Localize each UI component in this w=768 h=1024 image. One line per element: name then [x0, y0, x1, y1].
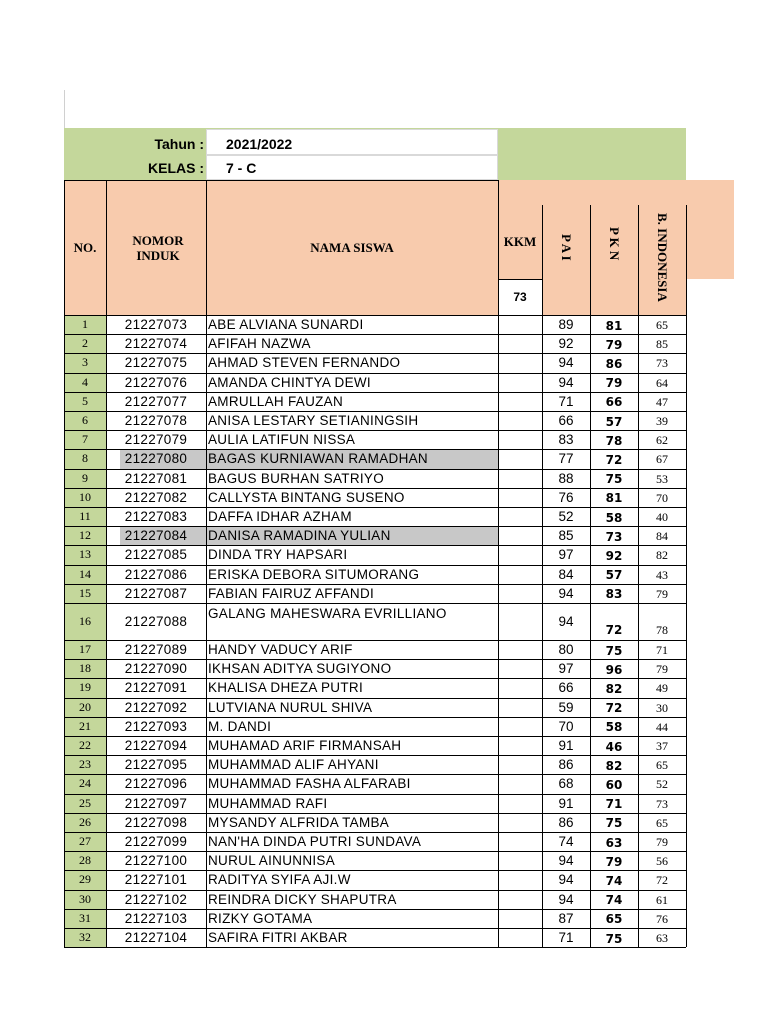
- row-nama-siswa: RIZKY GOTAMA: [208, 910, 313, 926]
- col-kkm-header: KKM: [503, 234, 537, 249]
- column-divider: [542, 205, 543, 947]
- row-divider: [64, 584, 686, 585]
- row-b-indonesia: 78: [656, 622, 668, 637]
- header-top-border: [64, 180, 498, 181]
- row-nomor-induk: 21227104: [124, 930, 188, 946]
- row-pkn: 82: [605, 681, 623, 696]
- row-number: 21: [64, 717, 106, 736]
- row-b-indonesia: 70: [656, 490, 668, 505]
- row-divider: [64, 890, 686, 891]
- row-nomor-induk: 21227092: [124, 699, 188, 715]
- col-pai-header: P A I: [559, 233, 574, 261]
- col-bind-header: B. INDONESIA: [655, 212, 670, 302]
- row-pai: 92: [558, 336, 574, 352]
- row-pai: 87: [558, 910, 574, 926]
- column-header-extension: [686, 180, 734, 279]
- row-b-indonesia: 61: [656, 892, 668, 907]
- row-number: 10: [64, 488, 106, 507]
- row-number: 17: [64, 640, 106, 659]
- row-nama-siswa: MUHAMMAD RAFI: [208, 795, 328, 811]
- row-b-indonesia: 65: [656, 758, 668, 773]
- col-pkn-header: P K N: [607, 227, 622, 261]
- row-nama-siswa: IKHSAN ADITYA SUGIYONO: [208, 661, 392, 677]
- row-b-indonesia: 43: [656, 567, 668, 582]
- row-nomor-induk: 21227101: [124, 872, 188, 888]
- row-divider: [64, 507, 686, 508]
- row-pkn: 58: [605, 720, 623, 735]
- row-nama-siswa: SAFIRA FITRI AKBAR: [208, 930, 348, 946]
- row-number: 5: [64, 392, 106, 411]
- row-number: 25: [64, 794, 106, 813]
- row-number: 19: [64, 678, 106, 697]
- row-nama-siswa: AMRULLAH FAUZAN: [208, 393, 344, 409]
- row-nama-siswa: NAN'HA DINDA PUTRI SUNDAVA: [208, 834, 422, 850]
- row-divider: [64, 545, 686, 546]
- row-b-indonesia: 30: [656, 700, 668, 715]
- row-divider: [64, 488, 686, 489]
- row-number: 30: [64, 890, 106, 909]
- column-divider: [638, 205, 639, 947]
- row-divider: [64, 334, 686, 335]
- row-number: 13: [64, 545, 106, 564]
- row-pkn: 96: [605, 662, 623, 677]
- row-nama-siswa: NURUL AINUNNISA: [208, 853, 336, 869]
- row-nomor-induk: 21227097: [124, 795, 188, 811]
- top-left-divider: [64, 90, 65, 128]
- col-no-header: NO.: [73, 239, 97, 255]
- row-pai: 70: [558, 718, 574, 734]
- row-pai: 94: [558, 872, 574, 888]
- row-pai: 86: [558, 814, 574, 830]
- row-nomor-induk: 21227073: [124, 317, 188, 333]
- column-divider: [498, 180, 499, 947]
- row-divider: [64, 411, 686, 412]
- tahun-value: 2021/2022: [226, 136, 293, 152]
- row-number: 23: [64, 755, 106, 774]
- row-b-indonesia: 65: [656, 318, 668, 333]
- row-pai: 66: [558, 680, 574, 696]
- row-nomor-induk: 21227075: [124, 355, 188, 371]
- row-nomor-induk: 21227087: [124, 585, 188, 601]
- row-number: 29: [64, 870, 106, 889]
- row-nomor-induk: 21227082: [124, 489, 188, 505]
- row-divider: [64, 430, 686, 431]
- row-b-indonesia: 53: [656, 471, 668, 486]
- row-divider: [64, 469, 686, 470]
- row-pai: 66: [558, 413, 574, 429]
- column-divider: [206, 180, 207, 947]
- row-pai: 52: [558, 509, 574, 525]
- row-nomor-induk: 21227090: [124, 661, 188, 677]
- column-divider: [64, 180, 65, 947]
- row-nama-siswa: GALANG MAHESWARA EVRILLIANO: [208, 605, 447, 621]
- row-b-indonesia: 73: [656, 356, 668, 371]
- row-divider: [64, 698, 686, 699]
- row-nomor-induk: 21227084: [124, 528, 188, 544]
- row-nama-siswa: FABIAN FAIRUZ AFFANDI: [208, 585, 375, 601]
- row-nama-siswa: ERISKA DEBORA SITUMORANG: [208, 566, 420, 582]
- row-divider: [64, 870, 686, 871]
- row-number: 6: [64, 411, 106, 430]
- row-pkn: 65: [605, 912, 623, 927]
- row-nomor-induk: 21227093: [124, 718, 188, 734]
- row-pkn: 79: [605, 854, 623, 869]
- row-nomor-induk: 21227100: [124, 853, 188, 869]
- row-pai: 94: [558, 853, 574, 869]
- row-divider: [64, 353, 686, 354]
- row-pkn: 72: [605, 623, 623, 637]
- row-divider: [64, 449, 686, 450]
- row-nama-siswa: AMANDA CHINTYA DEWI: [208, 374, 371, 390]
- kkm-value: 73: [513, 290, 527, 304]
- row-nomor-induk: 21227081: [124, 470, 188, 486]
- row-nomor-induk: 21227091: [124, 680, 188, 696]
- row-number: 4: [64, 373, 106, 392]
- row-pai: 85: [558, 528, 574, 544]
- row-number: 9: [64, 469, 106, 488]
- row-nama-siswa: AULIA LATIFUN NISSA: [208, 432, 356, 448]
- row-pkn: 75: [605, 643, 623, 658]
- row-pkn: 81: [605, 318, 623, 333]
- row-divider: [64, 526, 686, 527]
- column-divider: [106, 180, 107, 947]
- row-divider: [64, 832, 686, 833]
- row-b-indonesia: 63: [656, 931, 668, 946]
- kkm-divider: [498, 279, 542, 280]
- row-nama-siswa: DAFFA IDHAR AZHAM: [208, 509, 352, 525]
- row-nomor-induk: 21227098: [124, 814, 188, 830]
- row-nomor-induk: 21227085: [124, 547, 188, 563]
- row-nama-siswa: LUTVIANA NURUL SHIVA: [208, 699, 373, 715]
- row-pai: 68: [558, 776, 574, 792]
- row-pkn: 58: [605, 510, 623, 525]
- row-number: 15: [64, 584, 106, 603]
- row-b-indonesia: 71: [656, 643, 668, 658]
- row-nomor-induk: 21227103: [124, 910, 188, 926]
- row-pai: 94: [558, 355, 574, 371]
- row-b-indonesia: 37: [656, 739, 668, 754]
- row-pkn: 78: [605, 433, 623, 448]
- row-divider: [64, 755, 686, 756]
- row-number: 8: [64, 449, 106, 468]
- row-pai: 89: [558, 317, 574, 333]
- row-nama-siswa: MYSANDY ALFRIDA TAMBA: [208, 814, 390, 830]
- row-number: 27: [64, 832, 106, 851]
- row-nama-siswa: HANDY VADUCY ARIF: [208, 642, 353, 658]
- row-number: 11: [64, 507, 106, 526]
- row-pai: 94: [558, 374, 574, 390]
- row-b-indonesia: 62: [656, 433, 668, 448]
- row-nomor-induk: 21227080: [124, 451, 188, 467]
- row-pkn: 79: [605, 376, 623, 391]
- row-pkn: 72: [605, 452, 623, 467]
- row-pai: 59: [558, 699, 574, 715]
- row-pkn: 57: [605, 414, 623, 429]
- row-number: 20: [64, 698, 106, 717]
- row-b-indonesia: 67: [656, 452, 668, 467]
- row-divider: [64, 640, 686, 641]
- row-number: 26: [64, 813, 106, 832]
- row-b-indonesia: 40: [656, 510, 668, 525]
- row-pkn: 81: [605, 491, 623, 506]
- row-b-indonesia: 56: [656, 854, 668, 869]
- row-b-indonesia: 76: [656, 911, 668, 926]
- row-nama-siswa: AHMAD STEVEN FERNANDO: [208, 355, 401, 371]
- row-pkn: 46: [605, 739, 623, 754]
- row-pai: 76: [558, 489, 574, 505]
- row-pkn: 60: [605, 777, 623, 792]
- row-pai: 74: [558, 834, 574, 850]
- row-b-indonesia: 47: [656, 394, 668, 409]
- column-divider: [590, 205, 591, 947]
- row-nama-siswa: KHALISA DHEZA PUTRI: [208, 680, 363, 696]
- col-nomor-induk-header: NOMOR INDUK: [132, 232, 184, 263]
- kelas-value: 7 - C: [226, 160, 257, 176]
- row-pkn: 75: [605, 816, 623, 831]
- row-pkn: 92: [605, 548, 623, 563]
- row-number: 22: [64, 736, 106, 755]
- row-b-indonesia: 44: [656, 719, 668, 734]
- row-pkn: 66: [605, 395, 623, 410]
- row-pai: 94: [558, 585, 574, 601]
- row-b-indonesia: 52: [656, 777, 668, 792]
- row-nama-siswa: MUHAMMAD FASHA ALFARABI: [208, 776, 411, 792]
- row-divider: [64, 678, 686, 679]
- row-nomor-induk: 21227096: [124, 776, 188, 792]
- row-pkn: 82: [605, 758, 623, 773]
- row-b-indonesia: 79: [656, 586, 668, 601]
- row-nomor-induk: 21227083: [124, 509, 188, 525]
- row-divider: [64, 928, 686, 929]
- row-nomor-induk: 21227095: [124, 757, 188, 773]
- row-number: 16: [64, 603, 106, 640]
- row-pai: 71: [558, 393, 574, 409]
- row-nomor-induk: 21227079: [124, 432, 188, 448]
- row-pai: 94: [558, 891, 574, 907]
- col-nama-siswa-header: NAMA SISWA: [310, 239, 394, 255]
- row-pai: 83: [558, 432, 574, 448]
- row-pkn: 73: [605, 529, 623, 544]
- row-b-indonesia: 73: [656, 796, 668, 811]
- row-pkn: 75: [605, 931, 623, 946]
- row-nama-siswa: REINDRA DICKY SHAPUTRA: [208, 891, 397, 907]
- row-nama-siswa: ANISA LESTARY SETIANINGSIH: [208, 413, 419, 429]
- row-nomor-induk: 21227077: [124, 393, 188, 409]
- row-nama-siswa: DANISA RAMADINA YULIAN: [208, 528, 391, 544]
- row-pai: 71: [558, 930, 574, 946]
- row-divider: [64, 813, 686, 814]
- row-b-indonesia: 85: [656, 337, 668, 352]
- row-pai: 91: [558, 738, 574, 754]
- row-nomor-induk: 21227074: [124, 336, 188, 352]
- row-number: 24: [64, 774, 106, 793]
- row-number: 12: [64, 526, 106, 545]
- row-nomor-induk: 21227086: [124, 566, 188, 582]
- row-number: 14: [64, 565, 106, 584]
- row-nomor-induk: 21227089: [124, 642, 188, 658]
- row-nomor-induk: 21227088: [124, 614, 188, 629]
- row-nama-siswa: MUHAMMAD ALIF AHYANI: [208, 757, 379, 773]
- row-pai: 77: [558, 451, 574, 467]
- row-pkn: 75: [605, 472, 623, 487]
- row-b-indonesia: 65: [656, 815, 668, 830]
- row-nama-siswa: BAGAS KURNIAWAN RAMADHAN: [208, 451, 428, 467]
- row-divider: [64, 392, 686, 393]
- row-nama-siswa: CALLYSTA BINTANG SUSENO: [208, 489, 405, 505]
- row-b-indonesia: 64: [656, 375, 668, 390]
- row-pkn: 74: [605, 873, 623, 888]
- row-divider: [64, 774, 686, 775]
- row-number: 2: [64, 334, 106, 353]
- row-number: 31: [64, 909, 106, 928]
- row-divider: [64, 373, 686, 374]
- row-b-indonesia: 82: [656, 548, 668, 563]
- row-pai: 97: [558, 661, 574, 677]
- kelas-label: KELAS :: [148, 160, 204, 176]
- row-pai: 94: [558, 614, 574, 629]
- row-pai: 80: [558, 642, 574, 658]
- row-b-indonesia: 49: [656, 681, 668, 696]
- row-number: 32: [64, 928, 106, 947]
- row-pkn: 79: [605, 337, 623, 352]
- row-number: 3: [64, 353, 106, 372]
- row-pai: 97: [558, 547, 574, 563]
- row-b-indonesia: 79: [656, 662, 668, 677]
- row-pkn: 57: [605, 568, 623, 583]
- row-nama-siswa: BAGUS BURHAN SATRIYO: [208, 470, 385, 486]
- row-pkn: 71: [605, 797, 623, 812]
- row-pkn: 72: [605, 701, 623, 716]
- row-divider: [64, 851, 686, 852]
- row-divider: [64, 565, 686, 566]
- row-divider: [64, 909, 686, 910]
- row-pkn: 63: [605, 835, 623, 850]
- row-pai: 88: [558, 470, 574, 486]
- tahun-label: Tahun :: [154, 136, 204, 152]
- row-pai: 86: [558, 757, 574, 773]
- row-nama-siswa: DINDA TRY HAPSARI: [208, 547, 348, 563]
- row-number: 1: [64, 315, 106, 334]
- row-pai: 84: [558, 566, 574, 582]
- row-number: 18: [64, 659, 106, 678]
- row-nomor-induk: 21227076: [124, 374, 188, 390]
- row-divider: [64, 736, 686, 737]
- row-nama-siswa: AFIFAH NAZWA: [208, 336, 311, 352]
- row-pkn: 83: [605, 587, 623, 602]
- row-b-indonesia: 72: [656, 873, 668, 888]
- column-divider: [686, 205, 687, 947]
- row-number: 28: [64, 851, 106, 870]
- row-nomor-induk: 21227078: [124, 413, 188, 429]
- row-nama-siswa: RADITYA SYIFA AJI.W: [208, 872, 351, 888]
- row-divider: [64, 947, 686, 948]
- row-pkn: 74: [605, 893, 623, 908]
- row-divider: [64, 603, 686, 604]
- row-pai: 91: [558, 795, 574, 811]
- row-divider: [64, 315, 686, 316]
- row-nama-siswa: MUHAMAD ARIF FIRMANSAH: [208, 738, 402, 754]
- row-nomor-induk: 21227102: [124, 891, 188, 907]
- row-number: 7: [64, 430, 106, 449]
- row-nama-siswa: ABE ALVIANA SUNARDI: [208, 317, 364, 333]
- row-divider: [64, 659, 686, 660]
- row-pkn: 86: [605, 356, 623, 371]
- row-nomor-induk: 21227094: [124, 738, 188, 754]
- row-b-indonesia: 79: [656, 835, 668, 850]
- row-nama-siswa: M. DANDI: [208, 718, 272, 734]
- row-nomor-induk: 21227099: [124, 834, 188, 850]
- row-divider: [64, 794, 686, 795]
- row-b-indonesia: 39: [656, 414, 668, 429]
- row-divider: [64, 717, 686, 718]
- row-b-indonesia: 84: [656, 529, 668, 544]
